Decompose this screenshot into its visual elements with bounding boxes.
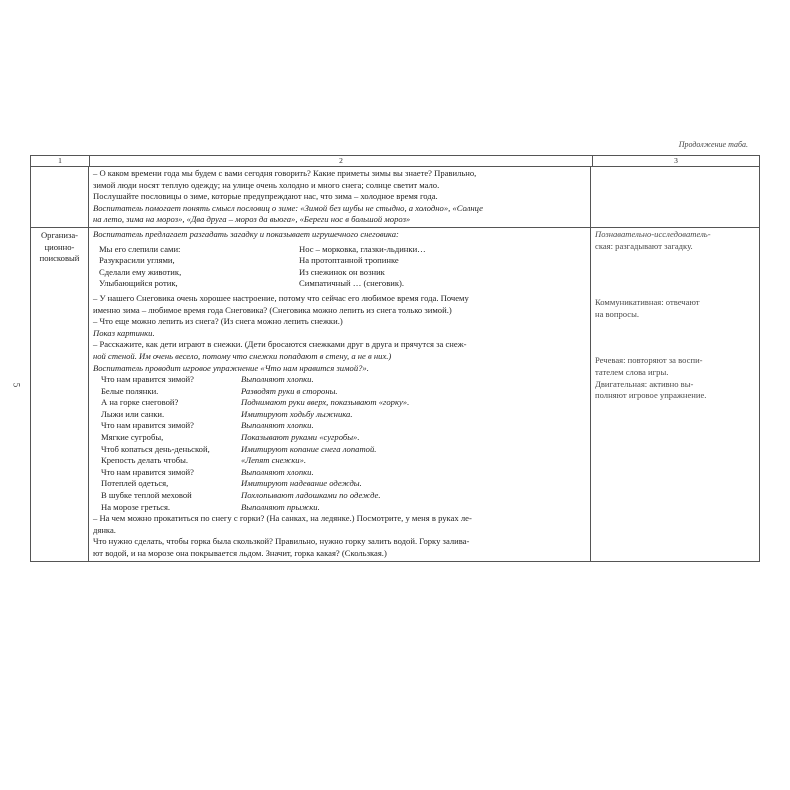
row1-activity [591, 167, 759, 227]
header-col-1: 1 [31, 156, 90, 166]
game-line: Крепость делать чтобы. [101, 455, 189, 466]
row2-activity [591, 228, 759, 561]
game-line: В шубке теплой меховой [101, 490, 192, 501]
stage-label: поисковый [39, 253, 80, 264]
activity-line: полняют игровое упражнение. [595, 390, 707, 401]
game-action: Имитируют надевание одежды. [241, 478, 362, 489]
row1-stage [31, 167, 89, 227]
game-line: Лыжи или санки. [101, 408, 165, 419]
text-line: Послушайте пословицы о зиме, которые предупреждают нас, что зима – холодное время года. [93, 191, 438, 202]
row2-content [89, 228, 591, 561]
game-action: Разводят руки в стороны. [241, 385, 338, 396]
table-header [31, 156, 759, 167]
ending-line: – На чем можно прокатиться по снегу с горки? (На санках, на ледянке.) Посмотрите, у меня в руках ле- [93, 513, 472, 524]
game-line: Что нам нравится зимой? [101, 374, 194, 385]
game-action: Похлопывают ладошками по одежде. [241, 490, 381, 501]
game-line: Белые полянки. [101, 385, 159, 396]
game-action: Выполняют хлопки. [241, 374, 314, 385]
game-action: Имитируют ходьбу лыжника. [241, 408, 353, 419]
page-number: 5 [11, 382, 22, 388]
riddle-intro: Воспитатель предлагает разгадать загадку и показывает игрушечного снеговика: [93, 228, 399, 239]
stage-label: ционно- [44, 241, 75, 252]
text-line: на лето, зима на мороз», «Два друга – мороз да вьюга», «Береги нос в большой мороз» [93, 214, 411, 225]
dialog-line: Воспитатель проводит игровое упражнение «Что нам нравится зимой?». [93, 362, 369, 373]
game-line: Мягкие сугробы, [101, 432, 164, 443]
riddle-line: Из снежинок он возник [299, 266, 385, 277]
game-action: Поднимают руки вверх, показывают «горку». [241, 397, 410, 408]
game-action: Выполняют прыжки. [241, 501, 320, 512]
ending-line: ют водой, и на морозе она покрывается льдом. Значит, горка какая? (Скользкая.) [93, 548, 387, 558]
header-col-2: 2 [90, 156, 593, 166]
activity-line: ская: разгадывают загадку. [595, 240, 693, 251]
row1-content [89, 167, 591, 227]
game-action: Выполняют хлопки. [241, 466, 314, 477]
riddle-line: Разукрасили углями, [99, 255, 175, 266]
activity-line: Речевая: повторяют за воспи- [595, 355, 703, 366]
riddle [93, 244, 586, 290]
ending-line: дянка. [93, 524, 116, 535]
game-line: Чтоб копаться день-деньской, [101, 443, 210, 454]
lesson-table [30, 155, 760, 562]
riddle-line: Сделали ему животик, [99, 266, 182, 277]
activity-line: Двигательная: активно вы- [595, 378, 694, 389]
table-row [31, 167, 759, 228]
game-line: А на горке снеговой? [101, 397, 179, 408]
dialog-line: – Что еще можно лепить из снега? (Из снега можно лепить снежки.) [93, 316, 343, 327]
dialog-line: – У нашего Снеговика очень хорошее настроение, потому что сейчас его любимое время года. Почему [93, 292, 469, 303]
riddle-line: Нос – морковка, глазки-льдинки… [299, 243, 426, 254]
riddle-line: Улыбающийся ротик, [99, 278, 178, 289]
row2-stage [31, 228, 89, 561]
activity-line: тателем слова игры. [595, 366, 669, 377]
game-action: Выполняют хлопки. [241, 420, 314, 431]
header-col-3: 3 [674, 156, 678, 165]
activity-line: Коммуникативная: отвечают [595, 297, 700, 308]
table-row [31, 228, 759, 561]
game-action: Показывают руками «сугробы». [241, 432, 360, 443]
text-line: зимой люди носят теплую одежду; на улице очень холодно и много снега; солнце светит мало. [93, 179, 440, 190]
riddle-line: Симпатичный … (снеговик). [299, 278, 405, 289]
game-line: На морозе греться. [101, 501, 171, 512]
activity-line: на вопросы. [595, 308, 640, 319]
riddle-line: На протоптанной тропинке [299, 255, 399, 266]
dialog-line: именно зима – любимое время года Снеговика? (Снеговика можно лепить из снега только зимой.) [93, 304, 452, 315]
continuation-note: Продолжение таба. [678, 140, 748, 149]
game-action: Имитируют копание снега лопатой. [241, 443, 377, 454]
game-exercise [93, 374, 586, 513]
riddle-line: Мы его слепили сами: [99, 243, 181, 254]
dialog-line: – Расскажите, как дети играют в снежки. (Дети бросаются снежками друг в друга и прячутся за снеж- [93, 339, 467, 350]
dialog-line: Показ картинки. [93, 327, 155, 338]
game-line: Что нам нравится зимой? [101, 466, 194, 477]
activity-line: Познавательно-исследователь- [595, 228, 711, 239]
stage-label: Организа- [40, 229, 79, 240]
game-line: Что нам нравится зимой? [101, 420, 194, 431]
text-line: Воспитатель помогает понять смысл пословиц о зиме: «Зимой без шубы не стыдно, а холодно», «Солнце [93, 202, 483, 213]
ending-line: Что нужно сделать, чтобы горка была скользкой? Правильно, нужно горку залить водой. Горку залива- [93, 536, 470, 547]
dialog-line: ной стеной. Им очень весело, потому что снежки попадают в стену, а не в них.) [93, 350, 392, 361]
game-line: Потеплей одеться, [101, 478, 169, 489]
game-action: «Лепят снежки». [241, 455, 307, 466]
text-line: – О каком времени года мы будем с вами сегодня говорить? Какие приметы зимы вы знаете? Правильно, [93, 168, 477, 178]
